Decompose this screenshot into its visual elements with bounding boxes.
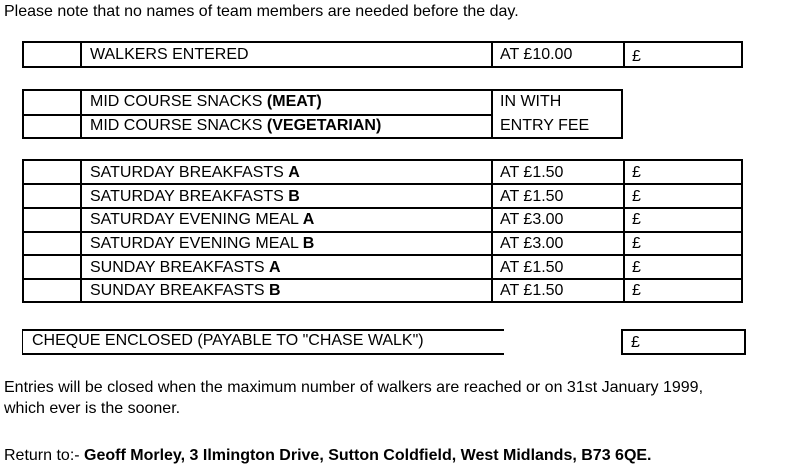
meal-row-amount-field[interactable]: £: [632, 259, 641, 276]
meal-row-price: AT £1.50: [500, 282, 564, 299]
meal-row-label: SUNDAY BREAKFASTS A: [90, 259, 281, 276]
cheque-row: [22, 329, 746, 355]
snacks-table: [22, 89, 623, 139]
meal-row-price: AT £1.50: [500, 259, 564, 276]
return-address: Return to:- Geoff Morley, 3 Ilmington Drive, Sutton Coldfield, West Midlands, B73 6QE.: [4, 447, 652, 464]
closing-text-line2: which ever is the sooner.: [4, 400, 181, 417]
snacks-meat-label: MID COURSE SNACKS (MEAT): [90, 93, 322, 110]
meal-row-label: SUNDAY BREAKFASTS B: [90, 282, 281, 299]
meal-row-price: AT £1.50: [500, 164, 564, 181]
snacks-note-line1: IN WITH: [500, 93, 562, 110]
meal-row-label: SATURDAY EVENING MEAL B: [90, 235, 315, 252]
meal-row-label: SATURDAY EVENING MEAL A: [90, 211, 315, 228]
meal-row-amount-field[interactable]: £: [632, 164, 641, 181]
meal-row-amount-field[interactable]: £: [632, 235, 641, 252]
cheque-label: CHEQUE ENCLOSED (PAYABLE TO "CHASE WALK"): [32, 332, 424, 349]
meal-row-price: AT £3.00: [500, 211, 564, 228]
walkers-amount-field[interactable]: £: [632, 48, 641, 65]
cheque-amount-field[interactable]: £: [621, 329, 746, 355]
walkers-price: AT £10.00: [500, 46, 573, 63]
meal-row-price: AT £1.50: [500, 188, 564, 205]
meal-row-label: SATURDAY BREAKFASTS B: [90, 188, 300, 205]
snacks-note-line2: ENTRY FEE: [500, 117, 590, 134]
closing-text-line1: Entries will be closed when the maximum number of walkers are reached or on 31st January 1999,: [4, 379, 704, 396]
meals-table: [22, 159, 743, 303]
walkers-label: WALKERS ENTERED: [90, 46, 249, 63]
meal-row-price: AT £3.00: [500, 235, 564, 252]
walkers-entered-row: [22, 41, 743, 68]
snacks-vegetarian-label: MID COURSE SNACKS (VEGETARIAN): [90, 117, 382, 134]
meal-row-amount-field[interactable]: £: [632, 188, 641, 205]
meal-row-amount-field[interactable]: £: [632, 282, 641, 299]
meal-row-label: SATURDAY BREAKFASTS A: [90, 164, 300, 181]
notice-text: Please note that no names of team members are needed before the day.: [4, 3, 519, 20]
meal-row-amount-field[interactable]: £: [632, 211, 641, 228]
